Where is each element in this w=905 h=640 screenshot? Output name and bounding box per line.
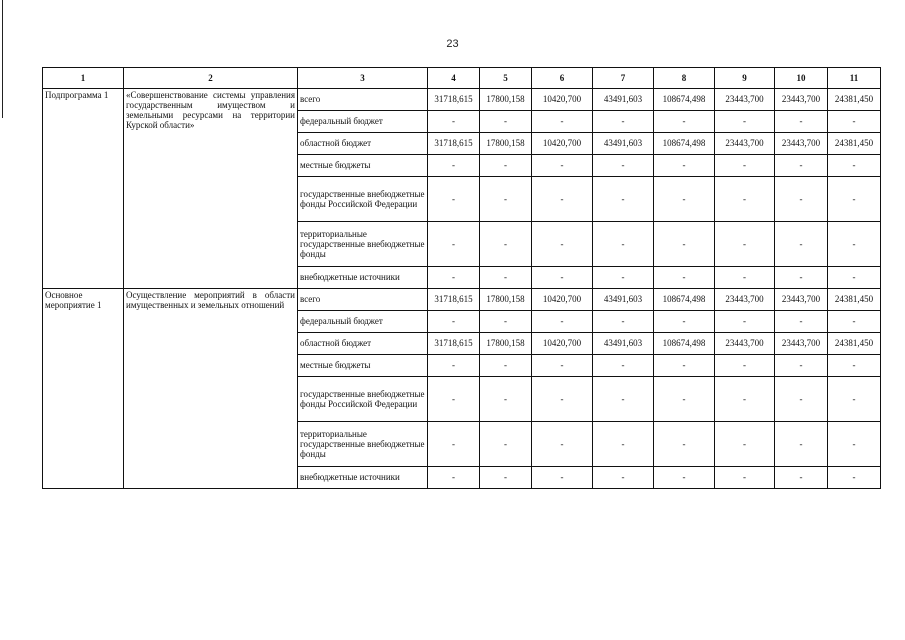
funding-value: 23443,700: [715, 89, 775, 111]
funding-value: -: [828, 267, 881, 289]
funding-value: -: [654, 267, 715, 289]
funding-value: -: [480, 311, 532, 333]
funding-value: -: [654, 355, 715, 377]
funding-value: -: [593, 311, 654, 333]
funding-value: -: [715, 222, 775, 267]
funding-source: всего: [298, 289, 428, 311]
funding-value: 10420,700: [532, 133, 593, 155]
funding-value: -: [428, 422, 480, 467]
funding-value: 24381,450: [828, 133, 881, 155]
column-header-3: 3: [298, 68, 428, 89]
funding-value: -: [428, 222, 480, 267]
column-header-9: 9: [715, 68, 775, 89]
funding-value: 23443,700: [715, 333, 775, 355]
funding-value: -: [593, 422, 654, 467]
funding-value: 17800,158: [480, 133, 532, 155]
funding-value: 31718,615: [428, 89, 480, 111]
column-header-8: 8: [654, 68, 715, 89]
funding-value: -: [593, 222, 654, 267]
funding-value: -: [775, 111, 828, 133]
page-number: 23: [446, 38, 459, 50]
funding-source: внебюджетные источники: [298, 267, 428, 289]
funding-value: 31718,615: [428, 133, 480, 155]
funding-source: областной бюджет: [298, 333, 428, 355]
funding-value: -: [828, 111, 881, 133]
funding-source: федеральный бюджет: [298, 111, 428, 133]
funding-source: федеральный бюджет: [298, 311, 428, 333]
funding-value: -: [480, 111, 532, 133]
funding-value: 24381,450: [828, 89, 881, 111]
funding-value: -: [532, 111, 593, 133]
funding-value: -: [828, 222, 881, 267]
funding-value: 24381,450: [828, 333, 881, 355]
funding-value: -: [532, 177, 593, 222]
funding-value: -: [532, 355, 593, 377]
table-row: [43, 289, 881, 311]
funding-value: 23443,700: [715, 133, 775, 155]
funding-value: -: [828, 311, 881, 333]
funding-value: -: [715, 355, 775, 377]
funding-value: -: [593, 467, 654, 489]
funding-value: -: [654, 467, 715, 489]
funding-value: 108674,498: [654, 289, 715, 311]
funding-value: 23443,700: [775, 289, 828, 311]
funding-value: -: [428, 355, 480, 377]
funding-value: -: [428, 111, 480, 133]
funding-value: -: [654, 155, 715, 177]
funding-value: 17800,158: [480, 289, 532, 311]
funding-value: 17800,158: [480, 89, 532, 111]
scan-edge-line: [2, 0, 3, 118]
funding-value: -: [428, 311, 480, 333]
funding-value: -: [428, 155, 480, 177]
funding-value: 10420,700: [532, 89, 593, 111]
funding-source: государственные внебюджетные фонды Российской Федерации: [298, 377, 428, 422]
funding-source: местные бюджеты: [298, 155, 428, 177]
column-header-11: 11: [828, 68, 881, 89]
funding-value: -: [715, 422, 775, 467]
funding-value: 31718,615: [428, 289, 480, 311]
program-name: «Совершенствование системы управления государственным имуществом и земельными ресурсами на территории Курской области»: [124, 89, 298, 289]
funding-value: 43491,603: [593, 89, 654, 111]
funding-value: -: [532, 222, 593, 267]
funding-value: -: [828, 422, 881, 467]
funding-value: -: [593, 177, 654, 222]
funding-value: -: [715, 467, 775, 489]
funding-value: -: [532, 311, 593, 333]
funding-value: -: [480, 267, 532, 289]
funding-value: -: [428, 267, 480, 289]
funding-value: 108674,498: [654, 89, 715, 111]
funding-source: местные бюджеты: [298, 355, 428, 377]
funding-value: -: [480, 422, 532, 467]
funding-value: 10420,700: [532, 333, 593, 355]
table-row: [43, 89, 881, 111]
funding-value: -: [715, 377, 775, 422]
column-header-6: 6: [532, 68, 593, 89]
funding-value: -: [428, 377, 480, 422]
funding-value: 43491,603: [593, 333, 654, 355]
funding-source: внебюджетные источники: [298, 467, 428, 489]
program-name: Осуществление мероприятий в области имущественных и земельных отношений: [124, 289, 298, 489]
funding-value: -: [654, 111, 715, 133]
funding-value: -: [715, 267, 775, 289]
funding-value: -: [654, 422, 715, 467]
funding-value: -: [775, 177, 828, 222]
funding-value: -: [715, 155, 775, 177]
funding-value: 17800,158: [480, 333, 532, 355]
funding-value: 24381,450: [828, 289, 881, 311]
funding-value: -: [654, 311, 715, 333]
funding-value: -: [775, 377, 828, 422]
funding-value: 10420,700: [532, 289, 593, 311]
funding-value: -: [654, 222, 715, 267]
funding-value: -: [828, 377, 881, 422]
funding-value: -: [480, 377, 532, 422]
funding-value: -: [428, 177, 480, 222]
funding-value: -: [593, 155, 654, 177]
column-header-10: 10: [775, 68, 828, 89]
funding-source: областной бюджет: [298, 133, 428, 155]
column-header-4: 4: [428, 68, 480, 89]
funding-value: -: [715, 177, 775, 222]
funding-value: -: [775, 422, 828, 467]
funding-value: 31718,615: [428, 333, 480, 355]
table-header-row: [43, 68, 881, 89]
funding-value: -: [828, 467, 881, 489]
funding-value: -: [593, 111, 654, 133]
column-header-5: 5: [480, 68, 532, 89]
funding-source: государственные внебюджетные фонды Российской Федерации: [298, 177, 428, 222]
funding-value: -: [480, 467, 532, 489]
funding-value: -: [532, 155, 593, 177]
funding-value: -: [775, 267, 828, 289]
funding-value: -: [715, 111, 775, 133]
funding-value: -: [775, 155, 828, 177]
funding-value: 108674,498: [654, 333, 715, 355]
funding-value: -: [715, 311, 775, 333]
funding-value: -: [775, 222, 828, 267]
column-header-2: 2: [124, 68, 298, 89]
funding-source: территориальные государственные внебюджетные фонды: [298, 222, 428, 267]
funding-source: всего: [298, 89, 428, 111]
funding-value: 108674,498: [654, 133, 715, 155]
funding-value: -: [428, 467, 480, 489]
funding-value: -: [828, 177, 881, 222]
funding-value: 43491,603: [593, 133, 654, 155]
funding-value: 23443,700: [715, 289, 775, 311]
funding-value: -: [593, 267, 654, 289]
funding-value: -: [480, 355, 532, 377]
column-header-1: 1: [43, 68, 124, 89]
funding-value: -: [532, 377, 593, 422]
funding-table: [42, 67, 881, 489]
funding-value: -: [480, 177, 532, 222]
funding-value: 23443,700: [775, 133, 828, 155]
funding-value: 23443,700: [775, 333, 828, 355]
funding-value: -: [775, 467, 828, 489]
program-label: Основное мероприятие 1: [43, 289, 124, 489]
funding-value: -: [775, 355, 828, 377]
funding-value: -: [593, 355, 654, 377]
funding-value: -: [532, 467, 593, 489]
funding-value: -: [654, 177, 715, 222]
funding-value: -: [593, 377, 654, 422]
program-label: Подпрограмма 1: [43, 89, 124, 289]
column-header-7: 7: [593, 68, 654, 89]
funding-value: -: [828, 355, 881, 377]
funding-value: -: [532, 267, 593, 289]
funding-value: -: [775, 311, 828, 333]
funding-value: -: [828, 155, 881, 177]
funding-value: -: [480, 222, 532, 267]
funding-value: -: [532, 422, 593, 467]
funding-value: 43491,603: [593, 289, 654, 311]
funding-source: территориальные государственные внебюджетные фонды: [298, 422, 428, 467]
funding-value: -: [654, 377, 715, 422]
funding-value: -: [480, 155, 532, 177]
funding-value: 23443,700: [775, 89, 828, 111]
